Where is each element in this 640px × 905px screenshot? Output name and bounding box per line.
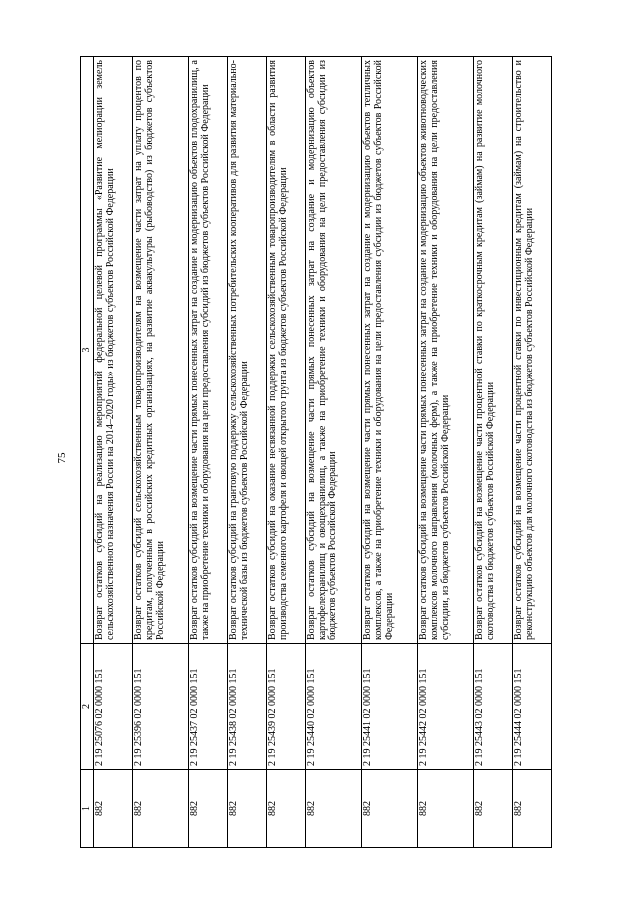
header-col-2: 2 <box>81 644 94 770</box>
table-row <box>132 57 188 848</box>
description-cell: Возврат остатков субсидий сельскохозяйственным товаропроизводителям на возмещение части затрат на уплату процентов по кредитам, полученным в российских кредитных организациях, на развитие аквакультуры (рыбоводство) из бюджетов субъектов Российской Федерации <box>132 57 188 644</box>
description-cell: Возврат остатков субсидий на возмещение части прямых понесенных затрат на создание и модернизацию объектов тепличных комплексов, а также на приобретение техники и оборудования на цели предоставления субсидии из бюджетов субъектов Российской Федерации <box>361 57 417 644</box>
budget-code-cell: 2 19 25439 02 0000 151 <box>266 644 305 770</box>
budget-code-cell: 2 19 25442 02 0000 151 <box>417 644 473 770</box>
admin-code-cell: 882 <box>266 770 305 848</box>
budget-code-cell: 2 19 25443 02 0000 151 <box>474 644 513 770</box>
description-cell: Возврат остатков субсидий на возмещение части прямых понесенных затрат на создание и модернизацию объектов плодохранилищ, а также на приобретение техники и оборудования на цели предоставления субсидий из бюджетов субъектов Российской Федерации <box>189 57 228 644</box>
header-col-1: 1 <box>81 770 94 848</box>
budget-code-cell: 2 19 25437 02 0000 151 <box>189 644 228 770</box>
admin-code-cell: 882 <box>361 770 417 848</box>
description-cell: Возврат остатков субсидий на грантовую поддержку сельскохозяйственных потребительских кооперативов для развития материально-технической базы из бюджетов субъектов Российской Федерации <box>227 57 266 644</box>
description-cell: Возврат остатков субсидий на возмещение части процентной ставки по инвестиционным кредитам (займам) на строительство и реконструкцию объектов для молочного скотоводства из бюджетов субъектов Российской Федерации <box>512 57 551 644</box>
table-row <box>305 57 361 848</box>
budget-codes-table <box>80 56 552 848</box>
budget-code-cell: 2 19 25441 02 0000 151 <box>361 644 417 770</box>
budget-code-cell: 2 19 25396 02 0000 151 <box>132 644 188 770</box>
table-row <box>361 57 417 848</box>
admin-code-cell: 882 <box>189 770 228 848</box>
description-cell: Возврат остатков субсидий на возмещение части прямых понесенных затрат на создание и модернизацию объектов картофелехранилищ и овощехранилищ, а также на приобретение техники и оборудования на цели предоставления субсидии из бюджетов субъектов Российской Федерации <box>305 57 361 644</box>
admin-code-cell: 882 <box>305 770 361 848</box>
admin-code-cell: 882 <box>512 770 551 848</box>
admin-code-cell: 882 <box>227 770 266 848</box>
admin-code-cell: 882 <box>474 770 513 848</box>
admin-code-cell: 882 <box>417 770 473 848</box>
rotated-page-content <box>80 57 552 848</box>
description-cell: Возврат остатков субсидий на реализацию мероприятий федеральной целевой программы «Развитие мелиорации земель сельскохозяйственного назначения России на 2014–2020 годы» из бюджетов субъектов Российской Федерации <box>94 57 133 644</box>
admin-code-cell: 882 <box>132 770 188 848</box>
table-header-row <box>81 57 94 848</box>
budget-code-cell: 2 19 25444 02 0000 151 <box>512 644 551 770</box>
table-row <box>94 57 133 848</box>
table-body <box>94 57 552 848</box>
table-row <box>417 57 473 848</box>
header-col-3: 3 <box>81 57 94 644</box>
budget-code-cell: 2 19 25440 02 0000 151 <box>305 644 361 770</box>
table-row <box>266 57 305 848</box>
admin-code-cell: 882 <box>94 770 133 848</box>
description-cell: Возврат остатков субсидий на возмещение части прямых понесенных затрат на создание и модернизацию объектов животноводческих комплексов молочного направления (молочных ферм), а также на приобретение техники и оборудования на цели предоставления субсидии, из бюджетов субъектов Российской Федерации <box>417 57 473 644</box>
description-cell: Возврат остатков субсидий на оказание несвязанной поддержки сельскохозяйственным товаропроизводителям в области развития производства семенного картофеля и овощей открытого грунта из бюджетов субъектов Российской Федерации <box>266 57 305 644</box>
budget-code-cell: 2 19 25438 02 0000 151 <box>227 644 266 770</box>
table-row <box>474 57 513 848</box>
budget-code-cell: 2 19 25076 02 0000 151 <box>94 644 133 770</box>
table-row <box>227 57 266 848</box>
table-row <box>512 57 551 848</box>
page-number: 75 <box>56 452 68 464</box>
table-row <box>189 57 228 848</box>
description-cell: Возврат остатков субсидий на возмещение части процентной ставки по краткосрочным кредитам (займам) на развитие молочного скотоводства из бюджетов субъектов Российской Федерации <box>474 57 513 644</box>
